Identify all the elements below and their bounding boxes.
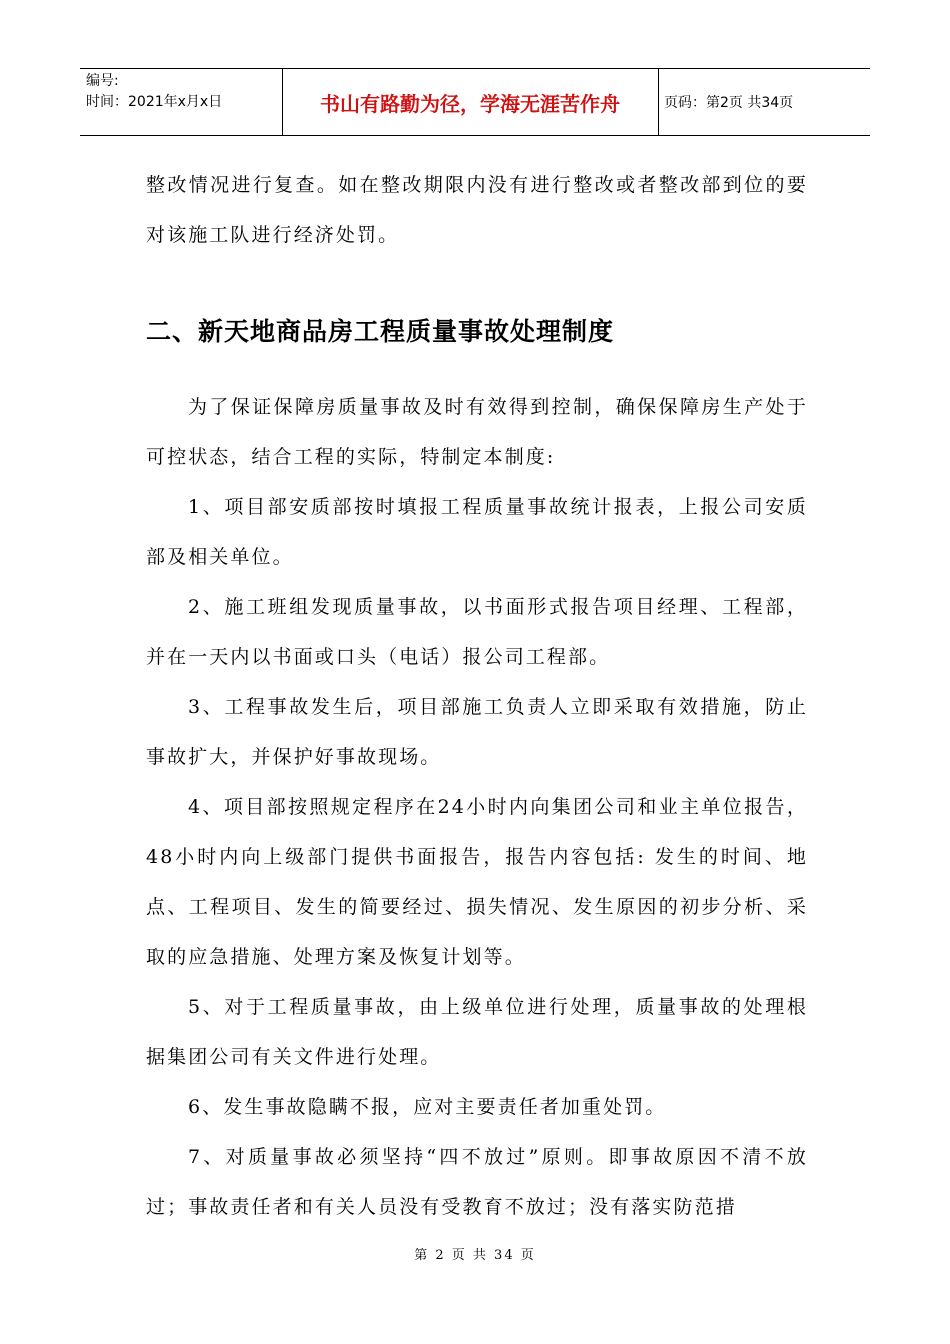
section-title: 二、新天地商品房工程质量事故处理制度	[146, 317, 615, 346]
number-label: 编号:	[86, 73, 119, 89]
page-header	[80, 68, 870, 136]
page-footer: 第 2 页 共 34 页	[414, 1248, 536, 1263]
intro-paragraph: 整改情况进行复查。如在整改期限内没有进行整改或者整改部到位的要对该施工队进行经济处罚。	[146, 174, 808, 246]
intro-block	[146, 160, 808, 260]
header-divider	[658, 69, 659, 135]
paragraph: 2、施工班组发现质量事故，以书面形式报告项目经理、工程部，并在一天内以书面或口头（电话）报公司工程部。	[146, 596, 808, 668]
time-label: 时间：2021年x月x日	[86, 94, 223, 110]
header-meta	[86, 71, 222, 113]
paragraph: 1、项目部安质部按时填报工程质量事故统计报表，上报公司安质部及相关单位。	[146, 496, 808, 568]
body-paragraphs	[146, 382, 808, 1232]
paragraph: 3、工程事故发生后，项目部施工负责人立即采取有效措施，防止事故扩大，并保护好事故现场。	[146, 696, 808, 768]
paragraph: 6、发生事故隐瞒不报，应对主要责任者加重处罚。	[188, 1096, 667, 1118]
header-motto: 书山有路勤为径，学海无涯苦作舟	[320, 91, 620, 116]
header-page-info: 页码：第2页 共34页	[664, 95, 794, 111]
paragraph: 为了保证保障房质量事故及时有效得到控制，确保保障房生产处于可控状态，结合工程的实际，特制定本制度:	[146, 396, 808, 468]
paragraph: 7、对质量事故必须坚持“四不放过”原则。即事故原因不清不放过；事故责任者和有关人员没有受教育不放过；没有落实防范措	[146, 1146, 808, 1218]
paragraph: 5、对于工程质量事故，由上级单位进行处理，质量事故的处理根据集团公司有关文件进行处理。	[146, 996, 808, 1068]
paragraph: 4、项目部按照规定程序在24小时内向集团公司和业主单位报告，48小时内向上级部门提供书面报告，报告内容包括: 发生的时间、地点、工程项目、发生的简要经过、损失情况、发生原因的初步分析、采取的应急措施、处理方案及恢复计划等。	[146, 796, 808, 968]
